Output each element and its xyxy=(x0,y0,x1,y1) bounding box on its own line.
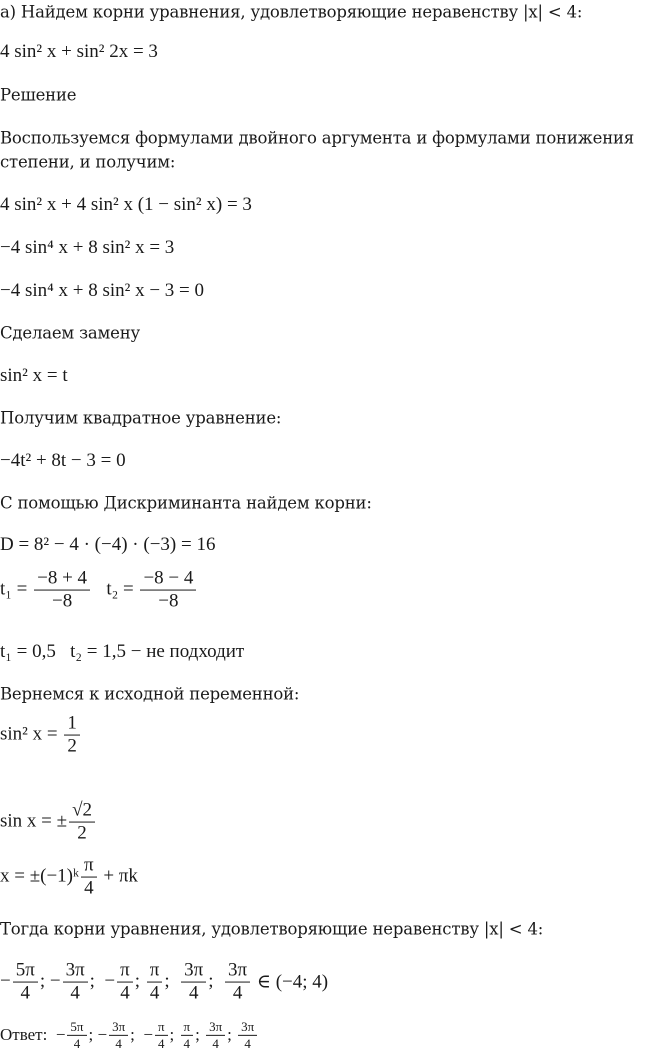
text-segment: Вернемся к исходной переменной: xyxy=(0,684,300,704)
equation-line xyxy=(0,450,126,472)
text-segment: + πk xyxy=(98,866,138,887)
fraction xyxy=(69,801,95,844)
equation-line xyxy=(0,801,97,844)
fraction-denominator: 4 xyxy=(73,1035,81,1051)
text-segment: Воспользуемся формулами двойного аргумента и формулами понижения xyxy=(0,128,635,148)
text-segment: sin x = ± xyxy=(0,811,68,832)
fraction-numerator: −8 − 4 xyxy=(140,569,196,591)
text-segment: 4 sin² x + sin² 2x = 3 xyxy=(0,41,158,62)
fraction xyxy=(117,961,133,1004)
equation-line xyxy=(0,856,138,899)
text-segment: 4 sin² x + 4 sin² x (1 − sin² x) = 3 xyxy=(0,194,252,215)
fraction xyxy=(155,1020,168,1050)
text-segment: Решение xyxy=(0,85,77,105)
text-segment: t₁ = 0,5 t₂ = 1,5 − не подходит xyxy=(0,641,245,662)
equation-line xyxy=(0,714,82,757)
fraction-denominator: −8 xyxy=(158,590,179,612)
fraction-denominator: 4 xyxy=(20,982,31,1004)
answer-line xyxy=(0,1020,259,1050)
text-segment: sin² x = xyxy=(0,724,63,745)
fraction-numerator: 3π xyxy=(63,961,88,983)
fraction xyxy=(225,961,250,1004)
equation-line xyxy=(0,641,244,663)
fraction-numerator: 3π xyxy=(109,1020,128,1036)
fraction-numerator: π xyxy=(147,961,163,983)
fraction xyxy=(238,1020,257,1050)
fraction-numerator: −8 + 4 xyxy=(34,569,90,591)
fraction-numerator: π xyxy=(117,961,133,983)
text-line xyxy=(0,129,634,148)
fraction-denominator: 4 xyxy=(188,982,199,1004)
text-segment: sin² x = t xyxy=(0,365,68,386)
text-segment: ; − xyxy=(39,971,61,992)
fraction-numerator: 3π xyxy=(206,1020,225,1036)
fraction xyxy=(13,961,38,1004)
text-segment: Ответ: − xyxy=(0,1025,66,1044)
text-segment: t₁ = xyxy=(0,579,33,600)
fraction xyxy=(181,961,206,1004)
fraction xyxy=(147,961,163,1004)
fraction-numerator: π xyxy=(181,1020,194,1036)
text-segment: ; xyxy=(195,1025,205,1044)
text-segment: −4 sin⁴ x + 8 sin² x − 3 = 0 xyxy=(0,280,205,301)
fraction-denominator: 2 xyxy=(67,735,77,757)
text-line xyxy=(0,685,299,704)
fraction xyxy=(206,1020,225,1050)
fraction xyxy=(81,856,97,899)
text-segment: ; xyxy=(164,971,180,992)
fraction-denominator: 4 xyxy=(149,982,160,1004)
text-segment: а) Найдем корни уравнения, удовлетворяющие неравенству |x| < 4: xyxy=(0,2,583,22)
fraction-numerator: 3π xyxy=(181,961,206,983)
fraction-numerator: 5π xyxy=(67,1020,86,1036)
fraction-numerator: 3π xyxy=(238,1020,257,1036)
equation-line xyxy=(0,41,158,63)
fraction-denominator: 2 xyxy=(77,822,87,844)
fraction-denominator: 4 xyxy=(244,1035,251,1051)
fraction xyxy=(140,569,196,612)
text-segment: x = ±(−1)ᵏ xyxy=(0,866,80,887)
fraction-numerator: 3π xyxy=(225,961,250,983)
fraction-denominator: 4 xyxy=(232,982,243,1004)
text-segment: ; − xyxy=(130,1025,153,1044)
text-segment: −4t² + 8t − 3 = 0 xyxy=(0,450,126,471)
text-line xyxy=(0,494,372,513)
fraction xyxy=(181,1020,194,1050)
fraction-numerator: 5π xyxy=(13,961,38,983)
fraction-denominator: −8 xyxy=(51,590,73,612)
text-segment: t₂ = xyxy=(92,579,139,600)
text-segment: Тогда корни уравнения, удовлетворяющие неравенству |x| < 4: xyxy=(0,919,544,939)
text-segment: ; xyxy=(169,1025,179,1044)
fraction xyxy=(34,569,90,612)
text-line xyxy=(0,920,543,939)
text-segment: ; xyxy=(227,1025,237,1044)
fraction xyxy=(67,1020,86,1050)
text-segment: ; xyxy=(134,971,145,992)
fraction xyxy=(63,961,88,1004)
text-segment: − xyxy=(0,971,11,992)
equation-line xyxy=(0,365,68,387)
equation-line xyxy=(0,569,198,612)
text-segment: ; − xyxy=(88,1025,108,1044)
text-line xyxy=(0,3,582,22)
fraction-denominator: 4 xyxy=(157,1035,165,1051)
equation-line xyxy=(0,237,174,259)
equation-line xyxy=(0,280,204,302)
text-line xyxy=(0,86,76,105)
equation-line xyxy=(0,961,328,1004)
fraction-denominator: 4 xyxy=(70,982,80,1004)
equation-line xyxy=(0,194,252,216)
fraction-numerator: π xyxy=(155,1020,168,1036)
text-segment: ∈ (−4; 4) xyxy=(252,971,329,993)
text-segment: ; xyxy=(208,971,224,992)
text-segment: степени, и получим: xyxy=(0,152,176,172)
text-line xyxy=(0,153,175,172)
text-segment: −4 sin⁴ x + 8 sin² x = 3 xyxy=(0,237,175,258)
fraction xyxy=(64,714,80,757)
fraction-numerator: π xyxy=(81,856,97,878)
text-segment: D = 8² − 4 · (−4) · (−3) = 16 xyxy=(0,534,216,555)
equation-line xyxy=(0,534,215,556)
fraction-numerator: √2 xyxy=(69,801,95,823)
fraction-denominator: 4 xyxy=(84,877,94,899)
text-segment: Сделаем замену xyxy=(0,323,141,343)
fraction-denominator: 4 xyxy=(115,1035,122,1051)
fraction-numerator: 1 xyxy=(64,714,80,736)
fraction xyxy=(109,1020,128,1050)
text-segment: Получим квадратное уравнение: xyxy=(0,408,282,428)
fraction-denominator: 4 xyxy=(212,1035,219,1051)
fraction-denominator: 4 xyxy=(183,1035,191,1051)
text-line xyxy=(0,324,140,343)
text-segment: С помощью Дискриминанта найдем корни: xyxy=(0,493,372,513)
text-segment: ; − xyxy=(89,971,116,992)
fraction-denominator: 4 xyxy=(120,982,130,1004)
text-line xyxy=(0,409,281,428)
